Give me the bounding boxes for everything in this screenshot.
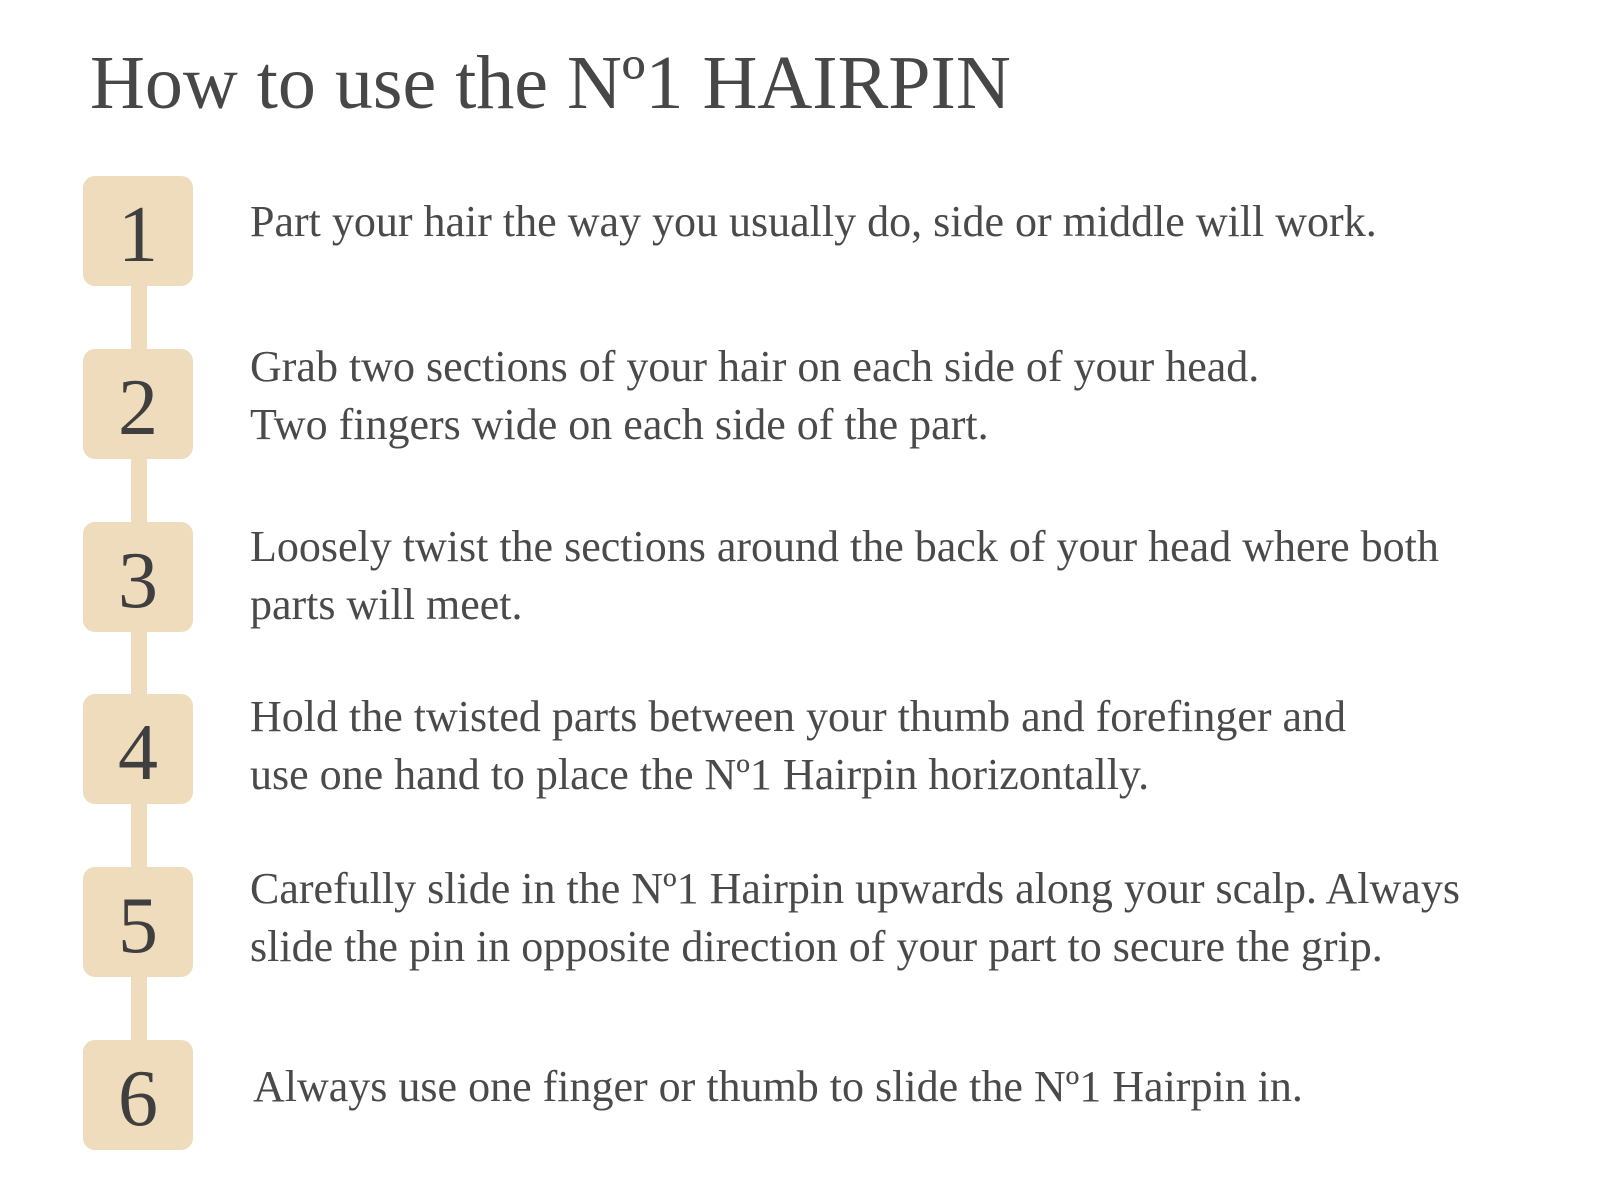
step-number-badge <box>83 694 193 804</box>
step-text <box>250 518 1550 634</box>
step-number-badge <box>83 176 193 286</box>
step-text-line: Always use one finger or thumb to slide the Nº1 Hairpin in. <box>253 1062 1303 1111</box>
step-text-line: Hold the twisted parts between your thumb and forefinger and <box>250 692 1347 741</box>
step-text-line: Loosely twist the sections around the back of your head where both <box>250 522 1439 571</box>
step-number-badge <box>83 1040 193 1150</box>
step-number: 5 <box>118 882 158 970</box>
step-number-badge <box>83 867 193 977</box>
step-text <box>253 1058 1553 1116</box>
step-text-line: use one hand to place the Nº1 Hairpin horizontally. <box>250 750 1150 799</box>
step-text-line: slide the pin in opposite direction of your part to secure the grip. <box>250 922 1383 971</box>
step-text-line: Two fingers wide on each side of the part. <box>250 400 989 449</box>
step-text-line: Carefully slide in the Nº1 Hairpin upwards along your scalp. Always <box>250 864 1460 913</box>
step-text-line: Part your hair the way you usually do, side or middle will work. <box>250 197 1377 246</box>
step-text-line: parts will meet. <box>250 580 523 629</box>
step-number-badge <box>83 522 193 632</box>
step-number: 4 <box>118 709 158 797</box>
step-text <box>250 338 1550 454</box>
step-text <box>250 860 1550 976</box>
step-text-line: Grab two sections of your hair on each side of your head. <box>250 342 1260 391</box>
step-text <box>250 688 1550 804</box>
step-number-badge <box>83 349 193 459</box>
step-number: 3 <box>118 537 158 625</box>
page-title: How to use the Nº1 HAIRPIN <box>90 41 1011 125</box>
step-number: 1 <box>118 191 158 279</box>
step-text <box>250 193 1550 251</box>
step-number: 2 <box>118 364 158 452</box>
step-number: 6 <box>118 1055 158 1143</box>
